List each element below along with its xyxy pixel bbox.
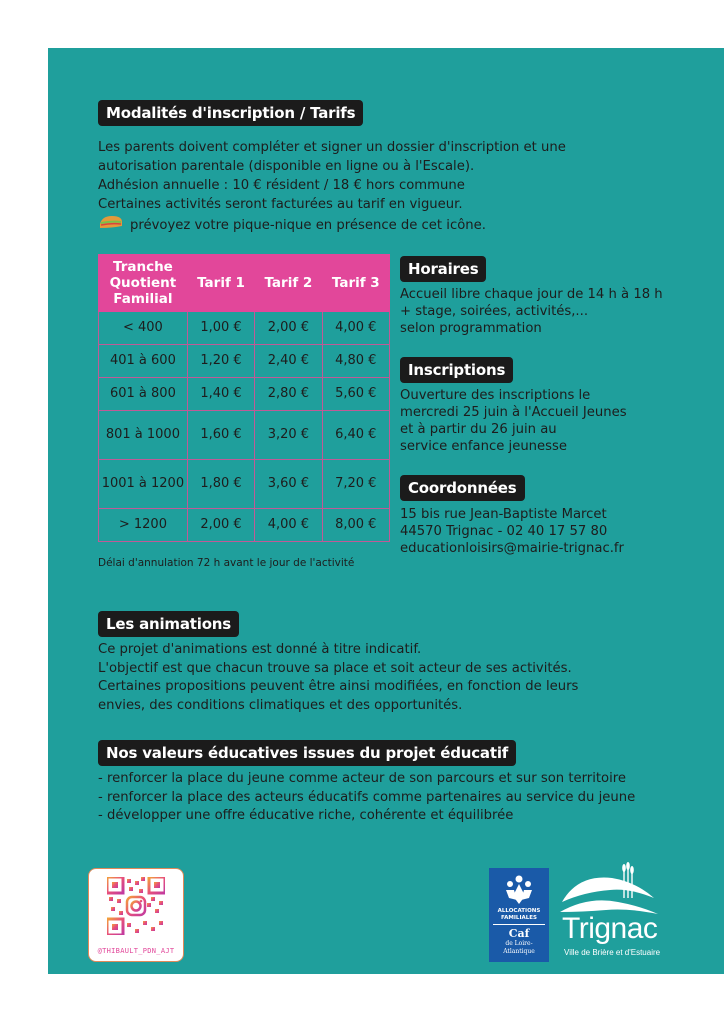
sandwich-icon [98,214,124,236]
address-line: 15 bis rue Jean-Baptiste Marcet [400,507,607,522]
table-row [99,509,390,542]
animations-line: Certaines propositions peuvent être ainsi modifiées, en fonction de leurs [98,679,579,694]
qr-code-card[interactable] [88,868,184,962]
table-cell: 3,60 € [255,460,322,509]
table-header-row [99,255,390,312]
table-row [99,312,390,345]
table-cell: 1,20 € [187,345,254,378]
valeurs-title: Nos valeurs éducatives issues du projet éducatif [98,740,516,766]
picnic-note-line [98,214,566,236]
table-cell: 6,40 € [322,411,389,460]
table-row [99,345,390,378]
inscriptions-title: Inscriptions [400,357,513,383]
table-cell: 2,40 € [255,345,322,378]
caf-divider [493,924,545,925]
animations-line: L'objectif est que chacun trouve sa place et soit acteur de ses activités. [98,660,572,676]
table-cell: 401 à 600 [99,345,188,378]
table-cell: 5,60 € [322,378,389,411]
caf-allocations: ALLOCATIONS [497,908,541,914]
inscriptions-text [400,387,627,455]
modalites-line: Certaines activités seront facturées au tarif en vigueur. [98,197,463,212]
animations-line: envies, des conditions climatiques et des opportunités. [98,697,463,713]
table-cell: 7,20 € [322,460,389,509]
caf-familiales: FAMILIALES [501,915,537,921]
tarifs-table [98,254,390,542]
table-cell: 2,00 € [187,509,254,542]
modalites-line: Les parents doivent compléter et signer un dossier d'inscription et une [98,140,566,155]
table-cell: < 400 [99,312,188,345]
table-cell: 1,40 € [187,378,254,411]
horaires-line: Accueil libre chaque jour de 14 h à 18 h [400,287,663,302]
table-cell: 2,00 € [255,312,322,345]
inscriptions-line: et à partir du 26 juin au [400,422,557,437]
table-cell: 1001 à 1200 [99,460,188,509]
header-tarif-3: Tarif 3 [322,255,389,312]
inscriptions-line: mercredi 25 juin à l'Accueil Jeunes [400,405,627,420]
valeurs-line: - renforcer la place des acteurs éducatifs comme partenaires au service du jeune [98,789,636,805]
modalites-text [98,138,566,236]
valeurs-text [98,770,635,826]
animations-title: Les animations [98,611,239,637]
qr-code-icon [107,877,165,935]
table-cell: 3,20 € [255,411,322,460]
trignac-logo-name: Trignac [562,912,658,945]
instagram-handle: @THIBAULT_PDN_AJT [97,947,175,955]
modalites-line: Adhésion annuelle : 10 € résident / 18 € hors commune [98,178,465,193]
table-cell: 4,00 € [255,509,322,542]
table-row [99,378,390,411]
coordonnees-text [400,506,624,557]
horaires-line: selon programmation [400,321,542,336]
modalites-title: Modalités d'inscription / Tarifs [98,100,363,126]
table-cell: > 1200 [99,509,188,542]
caf-logo [489,868,549,962]
table-row [99,411,390,460]
horaires-text [400,286,663,337]
caf-region-2: Atlantique [503,948,535,955]
cancellation-note: Délai d'annulation 72 h avant le jour de l'activité [98,557,355,569]
header-tarif-2: Tarif 2 [255,255,322,312]
table-cell: 801 à 1000 [99,411,188,460]
modalites-line: autorisation parentale (disponible en ligne ou à l'Escale). [98,159,475,174]
email-link[interactable]: educationloisirs@mairie-trignac.fr [400,541,624,556]
horaires-line: + stage, soirées, activités,... [400,304,589,319]
table-cell: 601 à 800 [99,378,188,411]
table-cell: 1,00 € [187,312,254,345]
inscriptions-line: service enfance jeunesse [400,439,568,454]
phone-line: 44570 Trignac - 02 40 17 57 80 [400,524,608,539]
table-row [99,460,390,509]
caf-region-1: de Loire- [505,940,533,947]
header-tarif-1: Tarif 1 [187,255,254,312]
coordonnees-title: Coordonnées [400,475,525,501]
header-tranche: Tranche Quotient Familial [99,255,188,312]
valeurs-line: - développer une offre éducative riche, cohérente et équilibrée [98,808,514,823]
trignac-wave-icon [558,862,662,916]
table-cell: 2,80 € [255,378,322,411]
animations-text [98,641,578,715]
inscriptions-line: Ouverture des inscriptions le [400,388,591,403]
horaires-title: Horaires [400,256,486,282]
caf-family-icon [503,874,535,906]
valeurs-line: - renforcer la place du jeune comme acteur de son parcours et sur son territoire [98,771,627,786]
table-cell: 1,60 € [187,411,254,460]
table-cell: 4,80 € [322,345,389,378]
picnic-note: prévoyez votre pique-nique en présence de cet icône. [130,218,486,233]
trignac-logo-subtitle: Ville de Brière et d'Estuaire [564,948,661,957]
table-cell: 1,80 € [187,460,254,509]
caf-name: Caf [508,927,530,940]
table-cell: 4,00 € [322,312,389,345]
animations-line: Ce projet d'animations est donné à titre indicatif. [98,642,422,657]
table-cell: 8,00 € [322,509,389,542]
